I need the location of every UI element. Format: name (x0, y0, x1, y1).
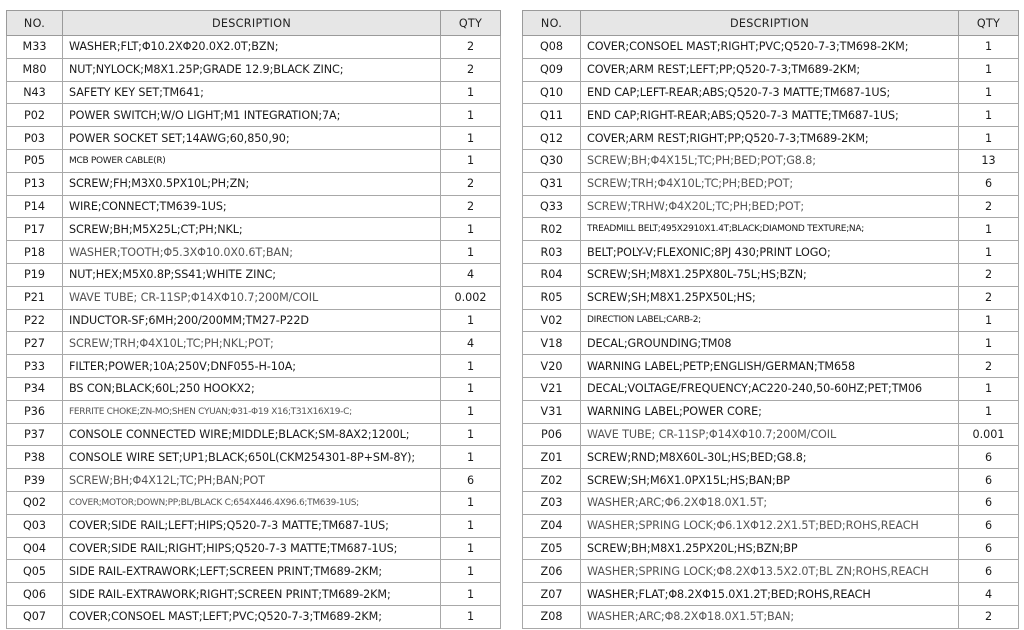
quantity-cell: 1 (959, 218, 1019, 241)
quantity-cell: 1 (441, 377, 501, 400)
column-header-description: DESCRIPTION (581, 11, 959, 36)
table-row (523, 195, 1019, 218)
table-row (7, 127, 501, 150)
table-row (7, 423, 501, 446)
column-header-qty: QTY (441, 11, 501, 36)
column-header-no: NO. (523, 11, 581, 36)
quantity-cell: 1 (441, 81, 501, 104)
table-row (7, 605, 501, 628)
part-number-cell: Z06 (523, 560, 581, 583)
description-cell: FILTER;POWER;10A;250V;DNF055-H-10A; (63, 355, 441, 378)
quantity-cell: 2 (959, 195, 1019, 218)
description-cell: COVER;ARM REST;RIGHT;PP;Q520-7-3;TM689-2KM; (581, 127, 959, 150)
part-number-cell: P37 (7, 423, 63, 446)
table-row (523, 377, 1019, 400)
quantity-cell: 6 (959, 514, 1019, 537)
column-header-no: NO. (7, 11, 63, 36)
table-row (7, 195, 501, 218)
part-number-cell: P21 (7, 286, 63, 309)
description-cell: SIDE RAIL-EXTRAWORK;RIGHT;SCREEN PRINT;TM689-2KM; (63, 583, 441, 606)
description-cell: POWER SWITCH;W/O LIGHT;M1 INTEGRATION;7A; (63, 104, 441, 127)
table-row (523, 560, 1019, 583)
table-row (523, 218, 1019, 241)
quantity-cell: 6 (959, 469, 1019, 492)
part-number-cell: Q07 (7, 605, 63, 628)
quantity-cell: 6 (441, 469, 501, 492)
table-row (523, 104, 1019, 127)
quantity-cell: 2 (959, 605, 1019, 628)
table-row (7, 263, 501, 286)
table-row (523, 469, 1019, 492)
part-number-cell: Z03 (523, 491, 581, 514)
description-cell: SCREW;BH;M5X25L;CT;PH;NKL; (63, 218, 441, 241)
part-number-cell: P17 (7, 218, 63, 241)
quantity-cell: 4 (959, 583, 1019, 606)
description-cell: DIRECTION LABEL;CARB-2; (581, 309, 959, 332)
table-row (7, 560, 501, 583)
part-number-cell: Z07 (523, 583, 581, 606)
table-row (523, 309, 1019, 332)
table-row (7, 400, 501, 423)
description-cell: END CAP;LEFT-REAR;ABS;Q520-7-3 MATTE;TM687-1US; (581, 81, 959, 104)
quantity-cell: 1 (441, 583, 501, 606)
description-cell: WASHER;FLT;Φ10.2XΦ20.0X2.0T;BZN; (63, 36, 441, 59)
part-number-cell: Z01 (523, 446, 581, 469)
table-header-row (523, 11, 1019, 36)
description-cell: FERRITE CHOKE;ZN-MO;SHEN CYUAN;Φ31-Φ19 X16;T31X16X19-C; (63, 400, 441, 423)
quantity-cell: 1 (441, 309, 501, 332)
table-row (7, 149, 501, 172)
quantity-cell: 1 (441, 400, 501, 423)
description-cell: COVER;ARM REST;LEFT;PP;Q520-7-3;TM689-2KM; (581, 58, 959, 81)
part-number-cell: P13 (7, 172, 63, 195)
table-row (7, 218, 501, 241)
column-header-description: DESCRIPTION (63, 11, 441, 36)
table-row (523, 583, 1019, 606)
part-number-cell: P06 (523, 423, 581, 446)
table-row (523, 286, 1019, 309)
description-cell: DECAL;GROUNDING;TM08 (581, 332, 959, 355)
part-number-cell: V31 (523, 400, 581, 423)
quantity-cell: 6 (959, 446, 1019, 469)
quantity-cell: 2 (441, 36, 501, 59)
table-row (7, 377, 501, 400)
table-row (7, 469, 501, 492)
part-number-cell: P39 (7, 469, 63, 492)
table-row (523, 81, 1019, 104)
parts-table-left-body (7, 36, 501, 629)
description-cell: BS CON;BLACK;60L;250 HOOKX2; (63, 377, 441, 400)
quantity-cell: 2 (959, 263, 1019, 286)
quantity-cell: 6 (959, 537, 1019, 560)
quantity-cell: 4 (441, 263, 501, 286)
quantity-cell: 13 (959, 149, 1019, 172)
description-cell: SCREW;TRHW;Φ4X20L;TC;PH;BED;POT; (581, 195, 959, 218)
part-number-cell: P18 (7, 241, 63, 264)
quantity-cell: 1 (441, 491, 501, 514)
table-row (523, 127, 1019, 150)
part-number-cell: M80 (7, 58, 63, 81)
description-cell: POWER SOCKET SET;14AWG;60,850,90; (63, 127, 441, 150)
description-cell: SCREW;TRH;Φ4X10L;TC;PH;BED;POT; (581, 172, 959, 195)
description-cell: SCREW;RND;M8X60L-30L;HS;BED;G8.8; (581, 446, 959, 469)
description-cell: CONSOLE CONNECTED WIRE;MIDDLE;BLACK;SM-8AX2;1200L; (63, 423, 441, 446)
part-number-cell: Q30 (523, 149, 581, 172)
table-row (523, 58, 1019, 81)
part-number-cell: Q12 (523, 127, 581, 150)
table-row (523, 263, 1019, 286)
description-cell: SCREW;BH;M8X1.25PX20L;HS;BZN;BP (581, 537, 959, 560)
description-cell: SCREW;BH;Φ4X15L;TC;PH;BED;POT;G8.8; (581, 149, 959, 172)
quantity-cell: 1 (959, 36, 1019, 59)
quantity-cell: 1 (959, 400, 1019, 423)
quantity-cell: 1 (441, 514, 501, 537)
quantity-cell: 1 (959, 377, 1019, 400)
description-cell: SCREW;SH;M6X1.0PX15L;HS;BAN;BP (581, 469, 959, 492)
description-cell: SAFETY KEY SET;TM641; (63, 81, 441, 104)
table-row (523, 332, 1019, 355)
quantity-cell: 0.002 (441, 286, 501, 309)
quantity-cell: 1 (441, 605, 501, 628)
table-row (7, 36, 501, 59)
quantity-cell: 1 (441, 127, 501, 150)
quantity-cell: 2 (441, 172, 501, 195)
part-number-cell: V20 (523, 355, 581, 378)
quantity-cell: 2 (441, 195, 501, 218)
table-row (7, 491, 501, 514)
quantity-cell: 1 (441, 560, 501, 583)
part-number-cell: P02 (7, 104, 63, 127)
part-number-cell: P03 (7, 127, 63, 150)
table-row (523, 400, 1019, 423)
table-row (523, 514, 1019, 537)
quantity-cell: 1 (959, 81, 1019, 104)
quantity-cell: 1 (441, 218, 501, 241)
parts-table-right (522, 10, 1019, 629)
part-number-cell: P38 (7, 446, 63, 469)
part-number-cell: P34 (7, 377, 63, 400)
quantity-cell: 1 (959, 58, 1019, 81)
parts-table-right-body (523, 36, 1019, 629)
description-cell: WASHER;SPRING LOCK;Φ8.2XΦ13.5X2.0T;BL ZN;ROHS,REACH (581, 560, 959, 583)
part-number-cell: P19 (7, 263, 63, 286)
part-number-cell: P27 (7, 332, 63, 355)
part-number-cell: R05 (523, 286, 581, 309)
table-row (523, 355, 1019, 378)
table-row (7, 355, 501, 378)
part-number-cell: V18 (523, 332, 581, 355)
part-number-cell: P05 (7, 149, 63, 172)
part-number-cell: M33 (7, 36, 63, 59)
description-cell: SCREW;SH;M8X1.25PX50L;HS; (581, 286, 959, 309)
table-row (7, 537, 501, 560)
description-cell: COVER;SIDE RAIL;RIGHT;HIPS;Q520-7-3 MATTE;TM687-1US; (63, 537, 441, 560)
table-row (523, 172, 1019, 195)
table-row (523, 605, 1019, 628)
part-number-cell: Z08 (523, 605, 581, 628)
description-cell: SCREW;BH;Φ4X12L;TC;PH;BAN;POT (63, 469, 441, 492)
table-row (523, 537, 1019, 560)
part-number-cell: P36 (7, 400, 63, 423)
description-cell: COVER;SIDE RAIL;LEFT;HIPS;Q520-7-3 MATTE;TM687-1US; (63, 514, 441, 537)
part-number-cell: Q09 (523, 58, 581, 81)
table-row (7, 81, 501, 104)
quantity-cell: 1 (959, 241, 1019, 264)
quantity-cell: 1 (441, 241, 501, 264)
description-cell: WASHER;SPRING LOCK;Φ6.1XΦ12.2X1.5T;BED;ROHS,REACH (581, 514, 959, 537)
description-cell: TREADMILL BELT;495X2910X1.4T;BLACK;DIAMOND TEXTURE;NA; (581, 218, 959, 241)
table-row (523, 241, 1019, 264)
table-row (523, 446, 1019, 469)
description-cell: INDUCTOR-SF;6MH;200/200MM;TM27-P22D (63, 309, 441, 332)
description-cell: SCREW;TRH;Φ4X10L;TC;PH;NKL;POT; (63, 332, 441, 355)
quantity-cell: 6 (959, 172, 1019, 195)
part-number-cell: N43 (7, 81, 63, 104)
part-number-cell: R04 (523, 263, 581, 286)
part-number-cell: Q05 (7, 560, 63, 583)
description-cell: NUT;HEX;M5X0.8P;SS41;WHITE ZINC; (63, 263, 441, 286)
table-row (7, 309, 501, 332)
part-number-cell: P22 (7, 309, 63, 332)
quantity-cell: 1 (959, 332, 1019, 355)
quantity-cell: 1 (441, 423, 501, 446)
table-row (7, 58, 501, 81)
description-cell: WARNING LABEL;POWER CORE; (581, 400, 959, 423)
description-cell: WASHER;TOOTH;Φ5.3XΦ10.0X0.6T;BAN; (63, 241, 441, 264)
description-cell: SIDE RAIL-EXTRAWORK;LEFT;SCREEN PRINT;TM689-2KM; (63, 560, 441, 583)
description-cell: WASHER;ARC;Φ8.2XΦ18.0X1.5T;BAN; (581, 605, 959, 628)
table-row (7, 241, 501, 264)
table-row (523, 423, 1019, 446)
table-row (7, 446, 501, 469)
table-header-row (7, 11, 501, 36)
description-cell: WAVE TUBE; CR-11SP;Φ14XΦ10.7;200M/COIL (63, 286, 441, 309)
part-number-cell: R02 (523, 218, 581, 241)
table-row (523, 491, 1019, 514)
table-row (7, 104, 501, 127)
part-number-cell: Z05 (523, 537, 581, 560)
description-cell: COVER;CONSOEL MAST;RIGHT;PVC;Q520-7-3;TM698-2KM; (581, 36, 959, 59)
part-number-cell: Q33 (523, 195, 581, 218)
table-row (7, 172, 501, 195)
table-row (523, 149, 1019, 172)
description-cell: COVER;CONSOEL MAST;LEFT;PVC;Q520-7-3;TM689-2KM; (63, 605, 441, 628)
quantity-cell: 1 (959, 104, 1019, 127)
description-cell: BELT;POLY-V;FLEXONIC;8PJ 430;PRINT LOGO; (581, 241, 959, 264)
part-number-cell: Q06 (7, 583, 63, 606)
quantity-cell: 1 (959, 127, 1019, 150)
quantity-cell: 2 (441, 58, 501, 81)
column-header-qty: QTY (959, 11, 1019, 36)
table-row (7, 514, 501, 537)
part-number-cell: Z04 (523, 514, 581, 537)
quantity-cell: 1 (441, 355, 501, 378)
quantity-cell: 1 (441, 149, 501, 172)
description-cell: MCB POWER CABLE(R) (63, 149, 441, 172)
part-number-cell: P14 (7, 195, 63, 218)
parts-table-left (6, 10, 501, 629)
part-number-cell: Q02 (7, 491, 63, 514)
part-number-cell: Q03 (7, 514, 63, 537)
quantity-cell: 1 (441, 104, 501, 127)
part-number-cell: Z02 (523, 469, 581, 492)
description-cell: CONSOLE WIRE SET;UP1;BLACK;650L(CKM254301-8P+SM-8Y); (63, 446, 441, 469)
description-cell: WARNING LABEL;PETP;ENGLISH/GERMAN;TM658 (581, 355, 959, 378)
quantity-cell: 1 (441, 446, 501, 469)
description-cell: END CAP;RIGHT-REAR;ABS;Q520-7-3 MATTE;TM687-1US; (581, 104, 959, 127)
quantity-cell: 0.001 (959, 423, 1019, 446)
part-number-cell: P33 (7, 355, 63, 378)
quantity-cell: 4 (441, 332, 501, 355)
part-number-cell: V02 (523, 309, 581, 332)
description-cell: WIRE;CONNECT;TM639-1US; (63, 195, 441, 218)
description-cell: WASHER;ARC;Φ6.2XΦ18.0X1.5T; (581, 491, 959, 514)
part-number-cell: Q11 (523, 104, 581, 127)
quantity-cell: 2 (959, 286, 1019, 309)
description-cell: WAVE TUBE; CR-11SP;Φ14XΦ10.7;200M/COIL (581, 423, 959, 446)
part-number-cell: Q31 (523, 172, 581, 195)
table-row (523, 36, 1019, 59)
part-number-cell: V21 (523, 377, 581, 400)
table-row (7, 286, 501, 309)
quantity-cell: 2 (959, 355, 1019, 378)
table-row (7, 332, 501, 355)
description-cell: NUT;NYLOCK;M8X1.25P;GRADE 12.9;BLACK ZINC; (63, 58, 441, 81)
part-number-cell: Q08 (523, 36, 581, 59)
quantity-cell: 1 (959, 309, 1019, 332)
quantity-cell: 1 (441, 537, 501, 560)
quantity-cell: 6 (959, 560, 1019, 583)
part-number-cell: Q10 (523, 81, 581, 104)
description-cell: DECAL;VOLTAGE/FREQUENCY;AC220-240,50-60HZ;PET;TM06 (581, 377, 959, 400)
description-cell: SCREW;SH;M8X1.25PX80L-75L;HS;BZN; (581, 263, 959, 286)
part-number-cell: R03 (523, 241, 581, 264)
description-cell: COVER;MOTOR;DOWN;PP;BL/BLACK C;654X446.4X96.6;TM639-1US; (63, 491, 441, 514)
description-cell: SCREW;FH;M3X0.5PX10L;PH;ZN; (63, 172, 441, 195)
quantity-cell: 6 (959, 491, 1019, 514)
part-number-cell: Q04 (7, 537, 63, 560)
table-row (7, 583, 501, 606)
description-cell: WASHER;FLAT;Φ8.2XΦ15.0X1.2T;BED;ROHS,REACH (581, 583, 959, 606)
